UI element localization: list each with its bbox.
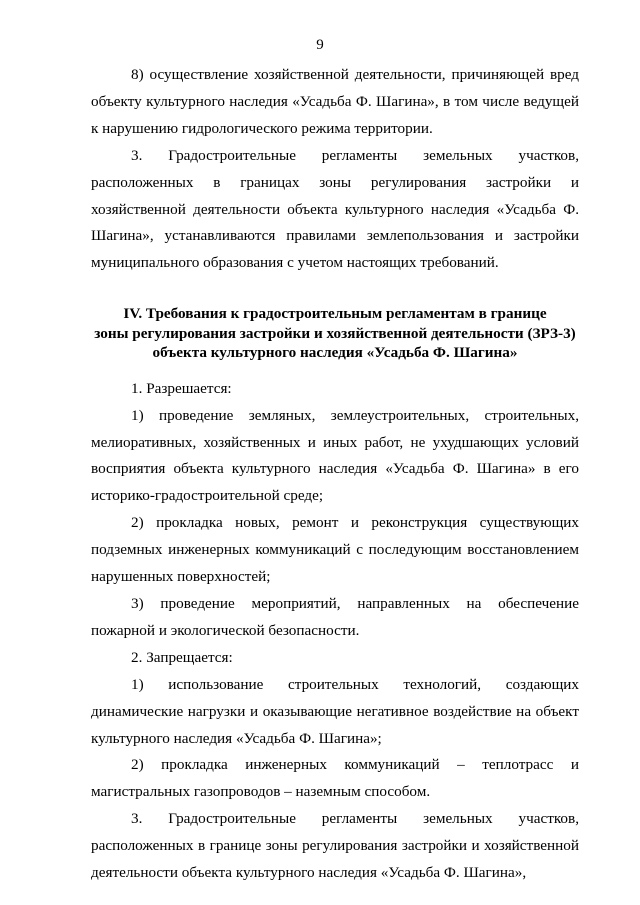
paragraph-allowed-3: 3) проведение мероприятий, направленных на обеспечение пожарной и экологической безопасности. — [91, 595, 579, 639]
paragraph-allowed-heading: 1. Разрешается: — [131, 379, 232, 397]
paragraph-point-3-zrz: 3. Градостроительные регламенты земельных участков, расположенных в границе зоны регулирования застройки и хозяйственной деятельности объекта культурного наследия «Усадьба Ф. Шагина», — [91, 810, 579, 882]
section-heading-line-3: объекта культурного наследия «Усадьба Ф. Шагина» — [152, 344, 518, 362]
paragraph-forbidden-heading: 2. Запрещается: — [131, 648, 233, 666]
paragraph-point-3: 3. Градостроительные регламенты земельных участков, расположенных в границах зоны регулирования застройки и хозяйственной деятельности объекта культурного наследия «Усадьба Ф. Шагина», устанавливаются правилами землепользования и застройки муниципального образования с учетом настоящих требований. — [91, 146, 579, 272]
section-heading — [91, 304, 579, 363]
document-body — [91, 62, 579, 887]
section-heading-line-2: зоны регулирования застройки и хозяйственной деятельности (ЗРЗ-3) — [94, 324, 576, 342]
paragraph-forbidden-2: 2) прокладка инженерных коммуникаций – теплотрасс и магистральных газопроводов – наземным способом. — [91, 756, 579, 801]
paragraph-forbidden-1: 1) использование строительных технологий, создающих динамические нагрузки и оказывающие негативное воздействие на объект культурного наследия «Усадьба Ф. Шагина»; — [91, 675, 579, 747]
paragraph-item-8: 8) осуществление хозяйственной деятельности, причиняющей вред объекту культурного наследия «Усадьба Ф. Шагина», в том числе ведущей к нарушению гидрологического режима территории. — [91, 66, 579, 137]
section-heading-line-1: IV. Требования к градостроительным регламентам в границе — [123, 305, 547, 323]
paragraph-allowed-1: 1) проведение земляных, землеустроительных, строительных, мелиоративных, хозяйственных и иных работ, не ухудшающих условий восприятия объекта культурного наследия «Усадьба Ф. Шагина» в его историко-градостроительной среде; — [91, 406, 579, 505]
paragraph-allowed-2: 2) прокладка новых, ремонт и реконструкция существующих подземных инженерных коммуникаций с последующим восстановлением нарушенных поверхностей; — [91, 514, 579, 586]
page-number: 9 — [316, 37, 324, 53]
